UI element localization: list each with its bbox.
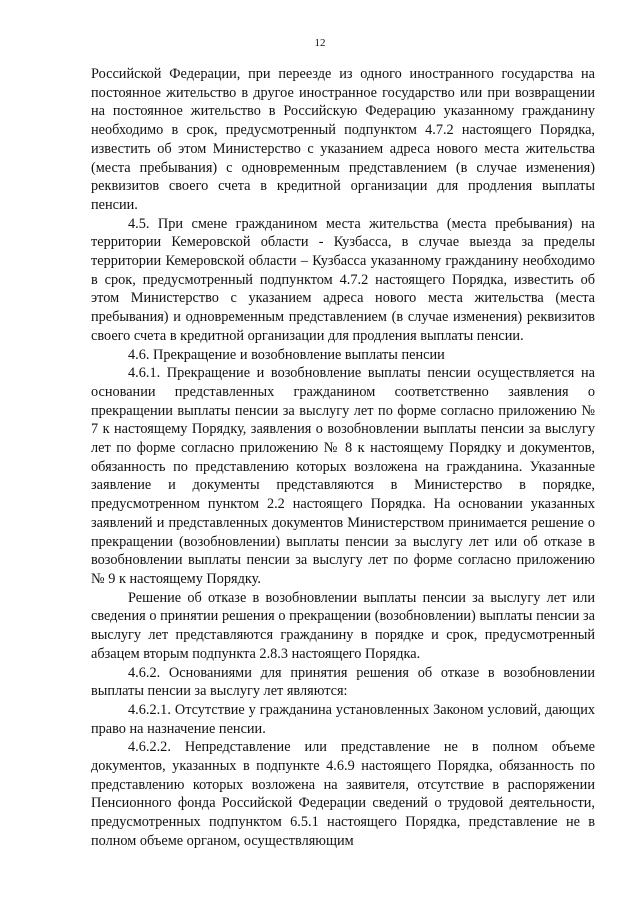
paragraph-4-6-2-1: 4.6.2.1. Отсутствие у гражданина установленных Законом условий, дающих право на назначение пенсии. [91, 701, 595, 737]
section-heading-4-6: 4.6. Прекращение и возобновление выплаты пенсии [128, 346, 445, 363]
paragraph-4-5: 4.5. При смене гражданином места жительства (места пребывания) на территории Кемеровской области - Кузбасса, в случае выезда за пределы территории Кемеровской области – Кузбасса указанному гражданину необходимо в срок, предусмотренный подпунктом 4.7.2 настоящего Порядка, известить об этом Министерство с указанием адреса нового места жительства (места пребывания) и одновременным представлением (в случае изменения) реквизитов своего счета в кредитной организации для продления выплаты пенсии. [91, 215, 595, 344]
paragraph-refusal-decision: Решение об отказе в возобновлении выплаты пенсии за выслугу лет или сведения о принятии решения о прекращении (возобновлении) выплаты пенсии за выслугу лет представляются гражданину в порядке и срок, предусмотренный абзацем вторым подпункта 2.8.3 настоящего Порядка. [91, 589, 595, 662]
paragraph-4-6-1: 4.6.1. Прекращение и возобновление выплаты пенсии осуществляется на основании представленных гражданином соответственно заявления о прекращении выплаты пенсии за выслугу лет по форме согласно приложению № 7 к настоящему Порядку, заявления о возобновлении выплаты пенсии за выслугу лет по форме согласно приложению № 8 к настоящему Порядку и документов, обязанность по представлению которых возложена на гражданина. Указанные заявление и документы представляются в Министерство в порядке, предусмотренном пунктом 2.2 настоящего Порядка. На основании указанных заявлений и представленных документов Министерством принимается решение о прекращении (возобновлении) выплаты пенсии за выслугу лет или об отказе в возобновлении выплаты пенсии за выслугу лет по форме согласно приложению № 9 к настоящему Порядку. [91, 365, 595, 587]
document-body [91, 65, 595, 851]
page-number: 12 [314, 37, 326, 49]
paragraph-4-6-2: 4.6.2. Основаниями для принятия решения об отказе в возобновлении выплаты пенсии за выслугу лет являются: [91, 664, 595, 700]
paragraph-4-6-2-2: 4.6.2.2. Непредставление или представление не в полном объеме документов, указанных в подпункте 4.6.9 настоящего Порядка, обязанность по представлению которых возложена на заявителя, отсутствие в распоряжении Пенсионного фонда Российской Федерации сведений о трудовой деятельности, предусмотренных подпунктом 6.5.1 настоящего Порядка, представление не в полном объеме органом, осуществляющим [91, 739, 595, 849]
paragraph-continuation: Российской Федерации, при переезде из одного иностранного государства на постоянное жительство в другое иностранное государство или при возвращении на постоянное жительство в Российскую Федерацию указанному гражданину необходимо в срок, предусмотренный подпунктом 4.7.2 настоящего Порядка, известить об этом Министерство с указанием адреса нового места жительства (места пребывания) с одновременным представлением (в случае изменения) реквизитов своего счета в кредитной организации для продления выплаты пенсии. [91, 66, 595, 213]
